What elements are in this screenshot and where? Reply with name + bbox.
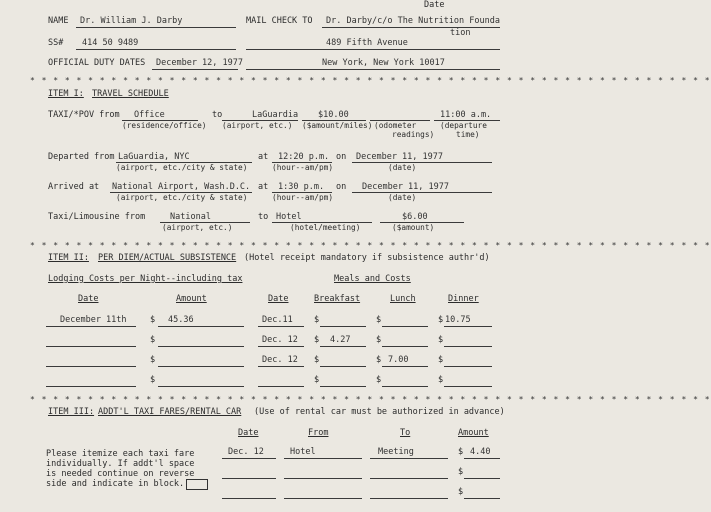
col-date-meals: Date (268, 294, 289, 304)
ss-field[interactable]: 414 50 9489 (82, 38, 139, 48)
col-lunch: Lunch (390, 294, 416, 304)
limo-to-label: to (258, 212, 269, 222)
row-line (46, 366, 136, 367)
departed-label: Departed from (48, 152, 115, 162)
taxi-row-date-1[interactable]: Dec. 12 (228, 447, 264, 457)
row-line (320, 346, 366, 347)
sub-date: (date) (388, 163, 417, 172)
row-line (444, 346, 492, 347)
arrived-date-line (352, 192, 492, 193)
ss-label: SS# (48, 38, 64, 48)
row-line (258, 326, 304, 327)
arrived-on-label: on (336, 182, 347, 192)
mail-check-field-cont: tion (450, 28, 471, 38)
row-line (222, 498, 276, 499)
row-line (444, 366, 492, 367)
name-line (76, 27, 236, 28)
meal-date-1[interactable]: Dec.11 (262, 315, 293, 325)
dollar-sign: $ (376, 315, 382, 325)
taxi-amount-field[interactable]: $10.00 (318, 110, 349, 120)
taxi-from-field[interactable]: Office (134, 110, 165, 120)
dollar-sign: $ (376, 335, 382, 345)
sub-departure-2: time) (456, 130, 480, 139)
row-line (320, 366, 366, 367)
item1-heading-title: TRAVEL SCHEDULE (92, 89, 169, 99)
row-line (464, 498, 500, 499)
meal-date-2[interactable]: Dec. 12 (262, 335, 298, 345)
row-line (464, 458, 500, 459)
col-dinner: Dinner (448, 294, 479, 304)
arrived-at-label2: at (258, 182, 269, 192)
divider-2: * * * * * * * * * * * * * * * * * * * * * * * * * * * * * * * * * * * * * * * * * * * * * * * * * * * * * * * * * * * (30, 241, 711, 250)
address-line-2-rule (246, 69, 500, 70)
row-line (370, 498, 448, 499)
col-taxi-from: From (308, 428, 329, 438)
ss-line (76, 49, 236, 50)
item2-heading-title: PER DIEM/ACTUAL SUBSISTENCE (98, 253, 237, 263)
meals-label: Meals and Costs (334, 274, 411, 284)
address-line-1[interactable]: 489 Fifth Avenue (326, 38, 408, 48)
row-line (382, 326, 428, 327)
row-line (158, 346, 244, 347)
departed-date-line (352, 162, 492, 163)
dollar-sign: $ (314, 315, 320, 325)
col-amount: Amount (176, 294, 207, 304)
sub-amount-miles: ($amount/miles) (302, 121, 373, 130)
row-line (382, 366, 428, 367)
instructions-line-2: individually. If addt'l space (46, 459, 195, 469)
dollar-sign: $ (150, 375, 156, 385)
sub-date-2: (date) (388, 193, 417, 202)
row-line (258, 346, 304, 347)
row-line (382, 346, 428, 347)
row-line (444, 326, 492, 327)
address-line-2[interactable]: New York, New York 10017 (322, 58, 445, 68)
row-line (320, 386, 366, 387)
sub-departure: (departure (440, 121, 487, 130)
arrived-date-field[interactable]: December 11, 1977 (362, 182, 449, 192)
departed-time-field[interactable]: 12:20 p.m. (278, 152, 330, 162)
departed-on-label: on (336, 152, 347, 162)
dollar-sign: $ (150, 335, 156, 345)
row-line (158, 326, 244, 327)
col-taxi-date: Date (238, 428, 259, 438)
name-label: NAME (48, 16, 69, 26)
row-line (284, 458, 362, 459)
dollar-sign: $ (150, 355, 156, 365)
duty-dates-label: OFFICIAL DUTY DATES (48, 58, 146, 68)
name-field[interactable]: Dr. William J. Darby (80, 16, 183, 26)
item3-heading-num: ITEM III: (48, 407, 95, 417)
lunch-3[interactable]: 7.00 (388, 355, 409, 365)
divider-1: * * * * * * * * * * * * * * * * * * * * * * * * * * * * * * * * * * * * * * * * * * * * * * * * * * * * * * * * * * * (30, 76, 711, 85)
taxi-to-label: to (212, 110, 223, 120)
item3-heading-note: (Use of rental car must be authorized in advance) (254, 407, 505, 417)
departed-from-field[interactable]: LaGuardia, NYC (118, 152, 190, 162)
row-line (444, 386, 492, 387)
row-line (158, 366, 244, 367)
dollar-sign: $ (438, 315, 444, 325)
sub-airport-etc-2: (airport, etc.) (162, 223, 233, 232)
dollar-sign: $ (376, 355, 382, 365)
dollar-sign: $ (150, 315, 156, 325)
row-line (464, 478, 500, 479)
taxi-row-from-1[interactable]: Hotel (290, 447, 316, 457)
item2-heading-note: (Hotel receipt mandatory if subsistence authr'd) (244, 253, 490, 263)
taxi-pov-label: TAXI/*POV from (48, 110, 120, 120)
item2-heading-num: ITEM II: (48, 253, 89, 263)
dollar-sign: $ (314, 355, 320, 365)
row-line (370, 458, 448, 459)
row-line (222, 478, 276, 479)
row-line (284, 498, 362, 499)
row-line (46, 386, 136, 387)
instructions-line-4: side and indicate in block. (46, 479, 185, 489)
row-line (46, 346, 136, 347)
divider-3: * * * * * * * * * * * * * * * * * * * * * * * * * * * * * * * * * * * * * * * * * * * * * * * * * * * * * * * * * * * (30, 395, 711, 404)
instructions-line-1: Please itemize each taxi fare (46, 449, 195, 459)
dollar-sign: $ (458, 467, 464, 477)
limo-amount-field[interactable]: $6.00 (402, 212, 428, 222)
limo-from-field[interactable]: National (170, 212, 211, 222)
row-line (158, 386, 244, 387)
taxi-time-field[interactable]: 11:00 a.m. (440, 110, 492, 120)
lodging-date-1[interactable]: December 11th (60, 315, 127, 325)
sub-amount: ($amount) (392, 223, 435, 232)
item1-heading-num: ITEM I: (48, 89, 84, 99)
dollar-sign: $ (314, 375, 320, 385)
sub-residence-office: (residence/office) (122, 121, 207, 130)
sub-airport-city-state-2: (airport, etc./city & state) (116, 193, 248, 202)
taxi-limo-label: Taxi/Limousine from (48, 212, 146, 222)
item3-heading-title: ADDT'L TAXI FARES/RENTAL CAR (98, 407, 242, 417)
sub-odometer: (odometer (374, 121, 417, 130)
row-line (258, 386, 304, 387)
taxi-row-to-1[interactable]: Meeting (378, 447, 414, 457)
col-taxi-to: To (400, 428, 411, 438)
lodging-amount-1[interactable]: 45.36 (168, 315, 194, 325)
row-line (370, 478, 448, 479)
breakfast-2[interactable]: 4.27 (330, 335, 351, 345)
sub-airport-city-state: (airport, etc./city & state) (116, 163, 248, 172)
row-line (382, 386, 428, 387)
duty-line (152, 69, 238, 70)
lodging-label: Lodging Costs per Night--including tax (48, 274, 243, 284)
arrived-label: Arrived at (48, 182, 100, 192)
taxi-row-amount-1[interactable]: 4.40 (470, 447, 491, 457)
arrived-time-field[interactable]: 1:30 p.m. (278, 182, 325, 192)
mail-line (322, 27, 500, 28)
dollar-sign: $ (438, 335, 444, 345)
row-line (320, 326, 366, 327)
dollar-sign: $ (376, 375, 382, 385)
arrived-at-field[interactable]: National Airport, Wash.D.C. (112, 182, 251, 192)
row-line (46, 326, 136, 327)
sub-hour-ampm: (hour--am/pm) (272, 163, 334, 172)
dollar-sign: $ (458, 487, 464, 497)
date-label: Date (424, 0, 445, 10)
limo-to-field[interactable]: Hotel (276, 212, 302, 222)
row-line (222, 458, 276, 459)
mail-check-label: MAIL CHECK TO (246, 16, 313, 26)
duty-dates-field[interactable]: December 12, 1977 (156, 58, 243, 68)
col-breakfast: Breakfast (314, 294, 361, 304)
dollar-sign: $ (458, 447, 464, 457)
col-date-lodging: Date (78, 294, 99, 304)
row-line (258, 366, 304, 367)
sub-airport-etc: (airport, etc.) (222, 121, 293, 130)
taxi-to-field[interactable]: LaGuardia (252, 110, 299, 120)
mail-check-field[interactable]: Dr. Darby/c/o The Nutrition Founda (326, 16, 500, 26)
meal-date-3[interactable]: Dec. 12 (262, 355, 298, 365)
dollar-sign: $ (314, 335, 320, 345)
dinner-1[interactable]: 10.75 (445, 315, 471, 325)
continue-checkbox[interactable] (186, 479, 208, 490)
dollar-sign: $ (438, 375, 444, 385)
sub-hotel-meeting: (hotel/meeting) (290, 223, 361, 232)
dollar-sign: $ (438, 355, 444, 365)
sub-odometer-2: readings) (392, 130, 435, 139)
instructions-line-3: is needed continue on reverse (46, 469, 195, 479)
col-taxi-amount: Amount (458, 428, 489, 438)
address-line-1-rule (246, 49, 500, 50)
departed-date-field[interactable]: December 11, 1977 (356, 152, 443, 162)
departed-at-label: at (258, 152, 269, 162)
sub-hour-ampm-2: (hour--am/pm) (272, 193, 334, 202)
row-line (284, 478, 362, 479)
